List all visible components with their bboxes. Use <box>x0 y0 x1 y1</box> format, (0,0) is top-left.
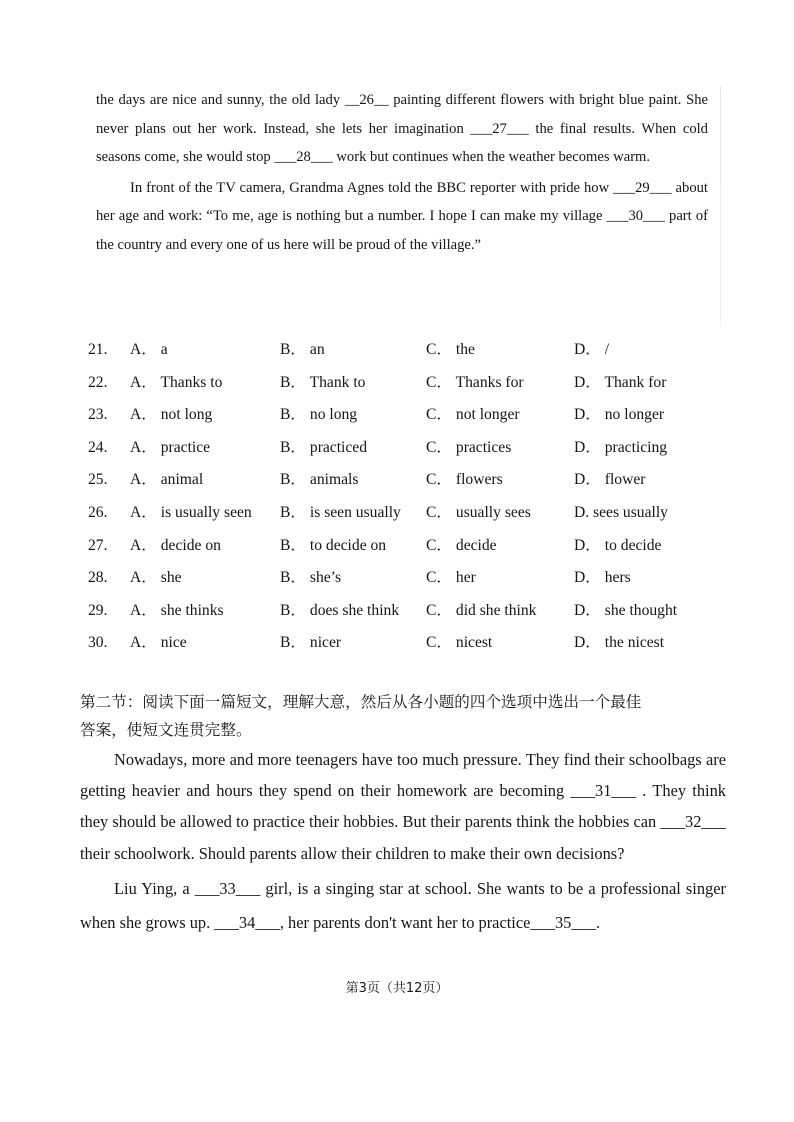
option-d: D． Thank for <box>574 373 667 391</box>
option-row-30 <box>88 627 708 660</box>
option-b: B． to decide on <box>280 536 387 554</box>
text-line: Nowadays, more and more teenagers have too much pressure. They find their <box>114 750 625 769</box>
question-number: 21. <box>88 341 108 358</box>
option-row-26 <box>88 497 708 530</box>
text-line: singer when she grows up. ___34___, her parents don't want her to practice___35___. <box>80 878 726 932</box>
passage-2-paragraph-a <box>80 744 726 869</box>
option-row-29 <box>88 595 708 628</box>
instruction-line: 第二节：阅读下面一篇短文，理解大意，然后从各小题的四个选项中选出一个最佳 <box>80 693 642 711</box>
option-row-21 <box>88 334 708 367</box>
answer-options <box>88 334 708 660</box>
question-number: 23. <box>88 406 108 424</box>
option-c: C． flowers <box>426 471 503 489</box>
option-b: B． is seen usually <box>280 503 401 521</box>
passage-1-paragraph-a <box>96 86 708 172</box>
instruction-line: 答案，使短文连贯完整。 <box>80 721 252 739</box>
option-row-22 <box>88 367 708 400</box>
text-line: schoolbags are getting heavier and hours they spend on their homework are becoming <box>80 750 726 801</box>
text-line: In front of the TV camera, Grandma Agnes told the BBC reporter with pride how <box>130 179 610 196</box>
option-c: C． did she think <box>426 601 537 619</box>
option-row-28 <box>88 562 708 595</box>
option-b: B． Thank to <box>280 373 366 391</box>
option-d: D． the nicest <box>574 634 665 652</box>
section-2-instructions <box>80 688 724 744</box>
option-row-27 <box>88 530 708 563</box>
passage-2-paragraph-b <box>80 872 726 940</box>
passage-1-paragraph-b <box>96 174 708 260</box>
passage-1 <box>96 86 708 260</box>
text-line: Liu Ying, a ___33___ girl, is a singing star at school. She wants to be a professional <box>114 878 681 898</box>
text-line: the village.” <box>409 236 482 253</box>
option-c: C． nicest <box>426 634 493 652</box>
text-line: parents think the hobbies can ___32___ their schoolwork. Should parents allow their <box>80 812 726 863</box>
question-number: 28. <box>88 569 108 587</box>
option-b: B． no long <box>280 406 358 424</box>
option-a: A． she thinks <box>130 601 224 619</box>
question-number: 24. <box>88 438 108 456</box>
page-number-label: 第3页（共12页） <box>345 981 449 996</box>
option-a: A． nice <box>130 634 187 652</box>
option-d: D． practicing <box>574 438 668 456</box>
option-b: B． animals <box>280 471 359 489</box>
option-c: C． Thanks for <box>426 373 524 391</box>
question-number: 25. <box>88 471 108 489</box>
text-line: children to make their own decisions? <box>375 843 625 863</box>
option-b: B． practiced <box>280 438 368 456</box>
option-d: D. sees usually <box>574 503 668 521</box>
option-a: A． she <box>130 569 182 587</box>
option-a: A． animal <box>130 471 204 489</box>
question-number: 26. <box>88 503 108 521</box>
text-line: make my village ___30___ part of the country and every one of us here will be proud of <box>96 208 708 253</box>
option-b: B． an <box>280 341 325 358</box>
option-d: D． / <box>574 341 610 358</box>
option-a: A． is usually seen <box>130 503 252 521</box>
option-a: A． not long <box>130 406 213 424</box>
question-number: 30. <box>88 634 108 652</box>
option-row-25 <box>88 464 708 497</box>
option-c: C． practices <box>426 438 512 456</box>
question-number: 27. <box>88 536 108 554</box>
option-row-23 <box>88 399 708 432</box>
option-c: C． decide <box>426 536 497 554</box>
text-line: when the weather becomes warm. <box>451 149 651 166</box>
option-d: D． she thought <box>574 601 678 619</box>
option-b: B． does she think <box>280 601 400 619</box>
option-d: D． no longer <box>574 406 665 424</box>
text-line: final results. When cold seasons come, she would stop ___28___ work but continues <box>96 120 708 166</box>
question-number: 22. <box>88 373 108 391</box>
option-d: D． flower <box>574 471 646 489</box>
option-d: D． to decide <box>574 536 662 554</box>
option-b: B． she’s <box>280 569 342 587</box>
page-footer <box>0 977 794 996</box>
option-a: A． decide on <box>130 536 221 554</box>
option-c: C． her <box>426 569 476 587</box>
option-c: C． not longer <box>426 406 520 424</box>
option-c: C． usually sees <box>426 503 531 521</box>
option-row-24 <box>88 432 708 465</box>
text-line: blue paint. She never plans out her work. Instead, she lets her imagination ___27___ the <box>96 92 708 137</box>
option-b: B． nicer <box>280 634 342 652</box>
text-line: ___29___ about her age and work: “To me, age is nothing but a number. I hope I can <box>96 179 708 225</box>
passage-2 <box>80 744 726 940</box>
scan-edge-line <box>720 86 721 326</box>
option-a: A． practice <box>130 438 211 456</box>
text-line: ___31___ . They think they should be allowed to practice their hobbies. But their <box>80 781 726 832</box>
option-a: A． Thanks to <box>130 373 223 391</box>
text-line: the days are nice and sunny, the old lady __26__ painting different flowers with bright <box>96 92 615 108</box>
option-a: A． a <box>130 341 168 358</box>
option-c: C． the <box>426 341 475 358</box>
option-d: D． hers <box>574 569 631 587</box>
question-number: 29. <box>88 601 108 619</box>
